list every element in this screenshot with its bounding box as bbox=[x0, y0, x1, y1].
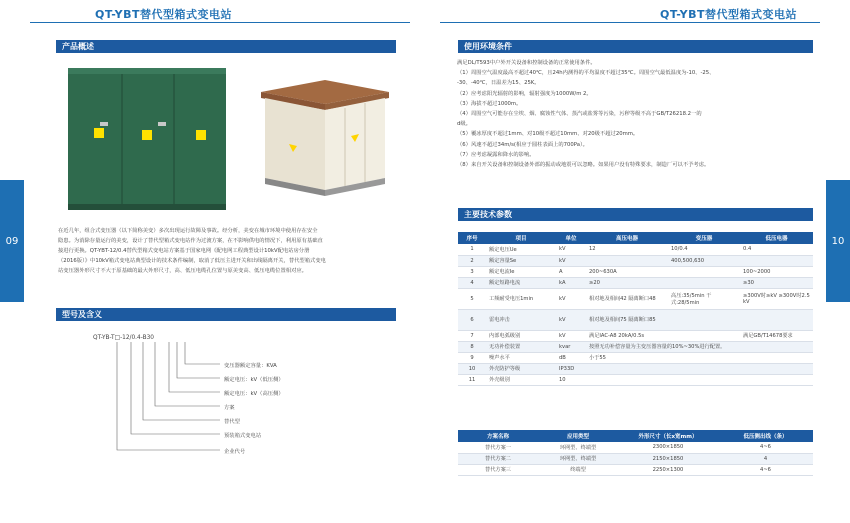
table-row bbox=[458, 363, 813, 374]
specs-header-row bbox=[458, 232, 813, 244]
table-cell bbox=[668, 363, 740, 374]
model-label: 替代型 bbox=[224, 419, 240, 425]
environment-text bbox=[457, 58, 817, 170]
table-cell: 4~6 bbox=[718, 442, 813, 453]
table-row bbox=[458, 442, 813, 453]
model-label: 方案 bbox=[224, 405, 235, 411]
table-cell: 小于55 bbox=[586, 352, 668, 363]
table-cell: kvar bbox=[556, 341, 586, 352]
table-cell: 额定容量Se bbox=[486, 255, 556, 266]
table-cell: 按照无功补偿容量为主变压器容量的10%~30%进行配置。 bbox=[586, 341, 813, 352]
table-cell: 1 bbox=[458, 244, 486, 255]
table-cell: 400,500,630 bbox=[668, 255, 740, 266]
left-header-title: QT-YBT替代型箱式变电站 bbox=[95, 8, 233, 21]
overview-line: 在近几年，组合式变压器（以下简称美变）多次出现运行故障及事故。经分析，美变在城市环境中使用存在安全 bbox=[58, 228, 318, 234]
table-cell bbox=[668, 330, 740, 341]
table-cell: 噪声水平 bbox=[486, 352, 556, 363]
right-header-title: QT-YBT替代型箱式变电站 bbox=[660, 8, 798, 21]
table-row bbox=[458, 309, 813, 330]
section-overview: 产品概述 bbox=[56, 40, 396, 53]
schemes-header-cell: 外形尺寸（长x宽mm） bbox=[618, 430, 718, 442]
table-cell: kV bbox=[556, 330, 586, 341]
table-cell bbox=[668, 309, 740, 330]
environment-line: （2）应考虑阳光辐射的影响，辐射强度为1000W/m 2。 bbox=[457, 90, 592, 97]
table-cell: 无功补偿装置 bbox=[486, 341, 556, 352]
table-cell: 终端型 bbox=[538, 464, 618, 475]
table-cell: 内部电弧级别 bbox=[486, 330, 556, 341]
table-cell: 环网型、终端型 bbox=[538, 442, 618, 453]
table-cell: dB bbox=[556, 352, 586, 363]
left-page-tab bbox=[0, 180, 24, 302]
table-cell: 100~2000 bbox=[740, 266, 813, 277]
table-cell: 2 bbox=[458, 255, 486, 266]
table-cell: 相对地及相间75 隔离断口85 bbox=[586, 309, 668, 330]
model-label: 变压器额定容量：KVA bbox=[224, 363, 277, 369]
table-row bbox=[458, 244, 813, 255]
left-header-rule bbox=[30, 22, 410, 23]
table-cell: 6 bbox=[458, 309, 486, 330]
table-cell: 额定电压Ue bbox=[486, 244, 556, 255]
table-cell: 额定电流Ie bbox=[486, 266, 556, 277]
table-cell: 满足IAC-A8 20kA/0.5s bbox=[586, 330, 668, 341]
environment-line: （4）周围空气可能存在尘埃、烟、腐蚀性气体、蒸汽或盐雾等污染，污秽等级不高于GB/T26218.2一的 bbox=[457, 111, 702, 118]
table-row bbox=[458, 288, 813, 309]
schemes-header-row bbox=[458, 430, 813, 442]
section-model: 型号及含义 bbox=[56, 308, 396, 321]
table-cell: 8 bbox=[458, 341, 486, 352]
table-cell: kV bbox=[556, 288, 586, 309]
table-cell bbox=[586, 255, 668, 266]
model-label: 额定电压：kV（高压侧） bbox=[224, 391, 284, 397]
table-cell: 12 bbox=[586, 244, 668, 255]
table-cell: IP33D bbox=[556, 363, 586, 374]
specs-header-cell: 项目 bbox=[486, 232, 556, 244]
model-label: 预装箱式变电站 bbox=[224, 433, 262, 439]
table-cell: 替代方案一 bbox=[458, 442, 538, 453]
table-cell bbox=[740, 255, 813, 266]
right-header-rule bbox=[440, 22, 820, 23]
table-cell bbox=[740, 352, 813, 363]
table-cell: 高压:35/5min 干式:28/5min bbox=[668, 288, 740, 309]
table-cell: 200~630A bbox=[586, 266, 668, 277]
table-cell: 2150×1850 bbox=[618, 453, 718, 464]
table-row bbox=[458, 255, 813, 266]
environment-line: （6）风速不超过34m/s(相应于圆柱表面上的700Pa）。 bbox=[457, 141, 588, 148]
table-cell: 2300×1850 bbox=[618, 442, 718, 453]
table-cell: 10/0.4 bbox=[668, 244, 740, 255]
table-row bbox=[458, 277, 813, 288]
table-cell: ≥300V时≥kV ≥300V时2.5 kV bbox=[740, 288, 813, 309]
table-cell: 2250×1300 bbox=[618, 464, 718, 475]
table-cell bbox=[668, 374, 740, 385]
left-page-number: 09 bbox=[5, 235, 19, 247]
specs-header-cell: 序号 bbox=[458, 232, 486, 244]
environment-line: （7）应考虑凝露和降水的影响。 bbox=[457, 151, 535, 158]
table-cell: 4 bbox=[718, 453, 813, 464]
model-code: QT-YB-T□-12/0.4-B30 bbox=[93, 335, 154, 341]
table-cell: 10 bbox=[556, 374, 586, 385]
table-cell bbox=[668, 352, 740, 363]
overview-line: 接进行更换。QT-YBT-12/0.4替代型箱式变电站方案基于国家电网《配电网工程典型设计10kV配电站房分册 bbox=[58, 248, 310, 254]
table-cell: 4 bbox=[458, 277, 486, 288]
table-row bbox=[458, 341, 813, 352]
table-cell bbox=[740, 363, 813, 374]
table-cell: ≥20 bbox=[586, 277, 668, 288]
table-row bbox=[458, 464, 813, 475]
right-page-number: 10 bbox=[831, 235, 845, 247]
table-cell: 4~6 bbox=[718, 464, 813, 475]
table-cell: 雷电冲击 bbox=[486, 309, 556, 330]
table-cell: A bbox=[556, 266, 586, 277]
model-legend-lines bbox=[95, 342, 225, 462]
table-cell: 10 bbox=[458, 363, 486, 374]
schemes-header-cell: 应用类型 bbox=[538, 430, 618, 442]
table-cell: 5 bbox=[458, 288, 486, 309]
model-label: 企业代号 bbox=[224, 449, 246, 455]
table-cell: ≥30 bbox=[740, 277, 813, 288]
specs-table bbox=[458, 232, 813, 386]
right-page-tab bbox=[826, 180, 850, 302]
specs-header-cell: 单位 bbox=[556, 232, 586, 244]
table-cell bbox=[740, 374, 813, 385]
section-environment: 使用环境条件 bbox=[458, 40, 813, 53]
table-cell: 工频耐受电压1min bbox=[486, 288, 556, 309]
table-cell bbox=[668, 266, 740, 277]
table-row bbox=[458, 266, 813, 277]
table-row bbox=[458, 374, 813, 385]
environment-line: （8）来自开关设备和控制设备外部的振动或地震可以忽略。如果用户没有特殊要求，制造厂可以不予考虑。 bbox=[457, 162, 710, 169]
table-cell: kV bbox=[556, 255, 586, 266]
table-cell: 替代方案三 bbox=[458, 464, 538, 475]
table-cell: 9 bbox=[458, 352, 486, 363]
specs-header-cell: 低压电器 bbox=[740, 232, 813, 244]
table-cell: 满足GB/T14678要求 bbox=[740, 330, 813, 341]
table-cell: 7 bbox=[458, 330, 486, 341]
environment-line: 满足DL/T593中户外开关设备和控制设备的正常使用条件。 bbox=[457, 60, 596, 66]
environment-line: （1）周围空气温度最高不超过40℃，且24h内测得的平均温度不超过35℃。周围空气最低温度为-10、-25、 bbox=[457, 70, 715, 77]
table-cell: kV bbox=[556, 309, 586, 330]
schemes-header-cell: 方案名称 bbox=[458, 430, 538, 442]
schemes-table bbox=[458, 430, 813, 476]
beige-substation-image bbox=[255, 80, 395, 198]
table-cell: 替代方案二 bbox=[458, 453, 538, 464]
table-cell: 相对地及相间42 隔离断口48 bbox=[586, 288, 668, 309]
table-cell: 3 bbox=[458, 266, 486, 277]
overview-line: 隐患。为消除存量运行的美变，设计了替代型箱式变电站作为过渡方案，在不影响供电的情况下，利用原有基础直 bbox=[58, 238, 323, 244]
table-cell: kV bbox=[556, 244, 586, 255]
table-row bbox=[458, 330, 813, 341]
environment-line: d级。 bbox=[457, 121, 471, 128]
section-specs: 主要技术参数 bbox=[458, 208, 813, 221]
overview-line: 站变压器外形尺寸不大于原基础的最大外形尺寸，高、低压电缆孔位置与原美变高、低压电缆位置相对应。 bbox=[58, 268, 307, 274]
table-cell: 外壳级别 bbox=[486, 374, 556, 385]
schemes-header-cell: 低压侧出线（条） bbox=[718, 430, 813, 442]
green-substation-image bbox=[66, 66, 228, 214]
environment-line: （5）覆冰厚度不超过1mm、对10级不超过10mm、对20级不超过20mm。 bbox=[457, 131, 639, 138]
table-cell: kA bbox=[556, 277, 586, 288]
specs-header-cell: 变压器 bbox=[668, 232, 740, 244]
table-cell bbox=[740, 309, 813, 330]
table-cell: 11 bbox=[458, 374, 486, 385]
table-cell: 0.4 bbox=[740, 244, 813, 255]
right-page bbox=[425, 0, 850, 523]
table-cell: 额定短路电流 bbox=[486, 277, 556, 288]
specs-header-cell: 高压电器 bbox=[586, 232, 668, 244]
table-row bbox=[458, 352, 813, 363]
table-cell: 外壳防护等级 bbox=[486, 363, 556, 374]
model-label: 额定电压：kV（低压侧） bbox=[224, 377, 284, 383]
table-cell: 环网型、终端型 bbox=[538, 453, 618, 464]
table-row bbox=[458, 453, 813, 464]
overview-line: （2016版）》中10kV箱式变电站典型设计的技术条件编制，取消了低压主进开关和出线隔离开关，替代型箱式变电 bbox=[58, 258, 326, 264]
table-cell bbox=[586, 363, 668, 374]
environment-line: -30、-40℃，日温差为15、25K。 bbox=[457, 80, 540, 87]
table-cell bbox=[586, 374, 668, 385]
environment-line: （3）海拔不超过1000m。 bbox=[457, 100, 522, 107]
table-cell bbox=[668, 277, 740, 288]
overview-text bbox=[58, 226, 398, 276]
